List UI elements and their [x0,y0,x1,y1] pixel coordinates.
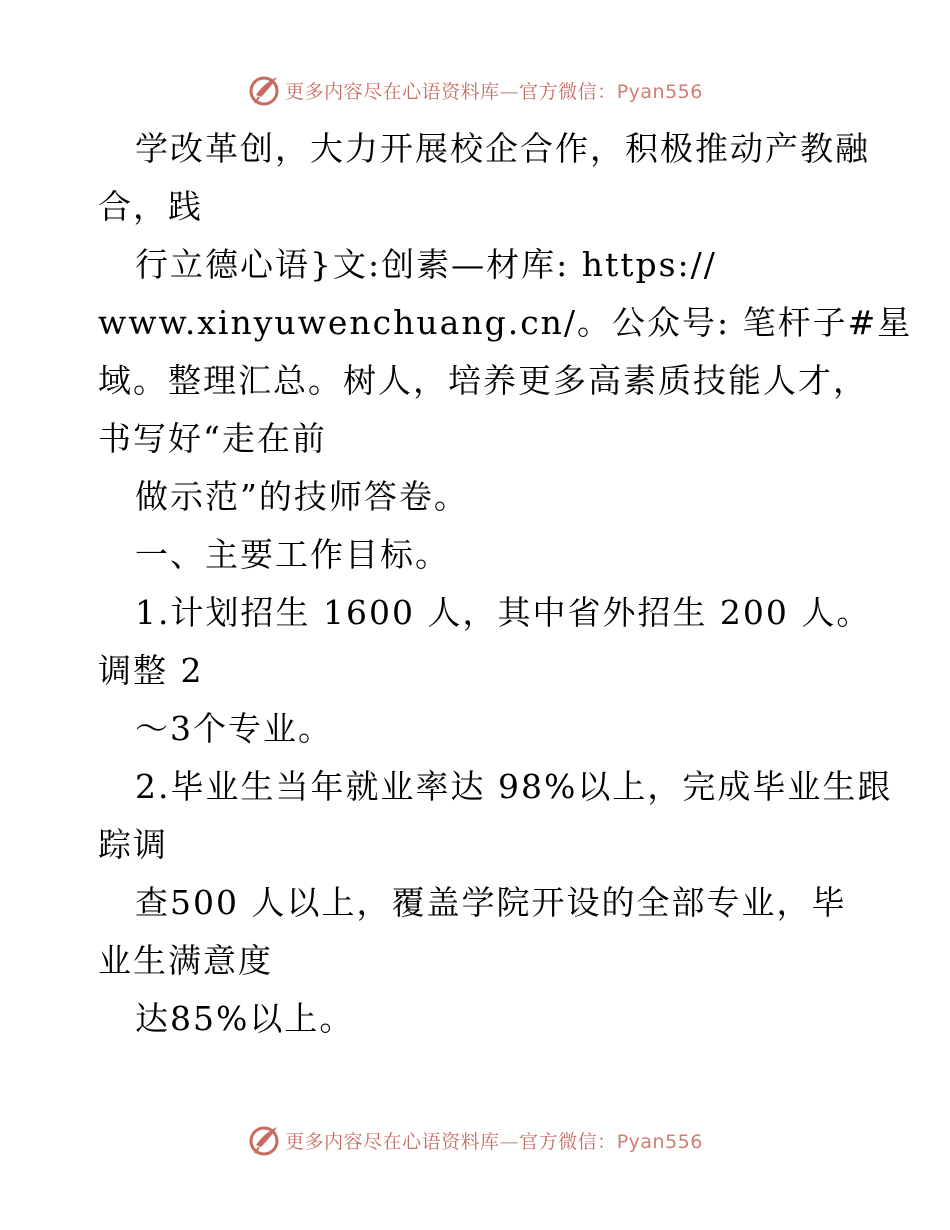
section-heading: 一、主要工作目标。 [135,535,450,574]
text-line: 书写好“走在前 [98,419,327,458]
text-line: 2.毕业生当年就业率达 98%以上，完成毕业生跟 [135,767,893,806]
document-body [98,120,913,1048]
header-watermark [0,70,950,110]
text-line: 1.计划招生 1600 人，其中省外招生 200 人。 [135,593,872,632]
text-line: 做示范”的技师答卷。 [135,477,469,516]
text-line: 踪调 [98,825,168,864]
text-line: 学改革创，大力开展校企合作，积极推动产教融 [135,129,870,168]
text-line: www.xinyuwenchuang.cn/。公众号: 笔杆子#星 [98,303,913,342]
footer-watermark [0,1120,950,1160]
text-line: 合，践 [98,187,203,226]
watermark-text: 更多内容尽在心语资料库—官方微信：Pyan556 [285,1130,703,1153]
text-line: 达85%以上。 [135,999,355,1038]
text-line: 调整 2 [98,651,204,690]
text-line: 业生满意度 [98,941,273,980]
text-line: 查500 人以上，覆盖学院开设的全部专业，毕 [135,883,847,922]
quill-logo-icon [247,1123,281,1157]
text-line: ～3个专业。 [135,709,333,748]
text-line: 行立德心语}文:创素—材库: https:// [135,245,717,284]
quill-logo-icon [247,73,281,107]
watermark-text: 更多内容尽在心语资料库—官方微信：Pyan556 [285,80,703,103]
text-line: 域。整理汇总。树人，培养更多高素质技能人才， [98,361,868,400]
